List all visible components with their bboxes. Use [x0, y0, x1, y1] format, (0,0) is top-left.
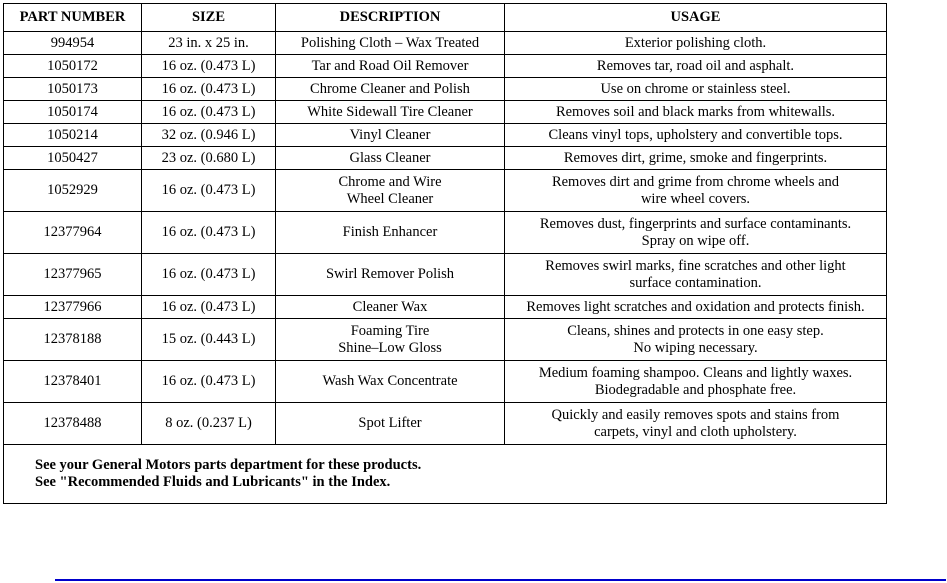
- part-number-cell: 1050214: [4, 124, 142, 147]
- table-body: [4, 32, 887, 445]
- size-cell: 16 oz. (0.473 L): [142, 101, 276, 124]
- footer-note-parts-department: See your General Motors parts department for these products.: [35, 456, 422, 473]
- part-number-cell: 12377964: [4, 212, 142, 254]
- table-row: [4, 78, 887, 101]
- part-number-cell: 1050427: [4, 147, 142, 170]
- header-part-number: PART NUMBER: [4, 4, 142, 32]
- description-cell: Vinyl Cleaner: [276, 124, 505, 147]
- table-row: [4, 124, 887, 147]
- usage-cell: Medium foaming shampoo. Cleans and lightly waxes. Biodegradable and phosphate free.: [505, 361, 887, 403]
- table-row: [4, 361, 887, 403]
- size-cell: 15 oz. (0.443 L): [142, 319, 276, 361]
- part-number-cell: 1050172: [4, 55, 142, 78]
- usage-cell: Removes soil and black marks from whitewalls.: [505, 101, 887, 124]
- size-cell: 16 oz. (0.473 L): [142, 254, 276, 296]
- usage-cell: Removes swirl marks, fine scratches and other light surface contamination.: [505, 254, 887, 296]
- footer-note-fluids-reference: See "Recommended Fluids and Lubricants" in the Index.: [35, 473, 391, 490]
- size-cell: 16 oz. (0.473 L): [142, 361, 276, 403]
- usage-cell: Removes light scratches and oxidation and protects finish.: [505, 296, 887, 319]
- header-size: SIZE: [142, 4, 276, 32]
- size-cell: 16 oz. (0.473 L): [142, 212, 276, 254]
- table-footer-row: [4, 445, 887, 504]
- part-number-cell: 12378401: [4, 361, 142, 403]
- size-cell: 16 oz. (0.473 L): [142, 78, 276, 101]
- parts-table-container: [3, 3, 886, 504]
- table-row: [4, 403, 887, 445]
- description-cell: Swirl Remover Polish: [276, 254, 505, 296]
- table-row: [4, 170, 887, 212]
- description-cell: White Sidewall Tire Cleaner: [276, 101, 505, 124]
- part-number-cell: 1050173: [4, 78, 142, 101]
- part-number-cell: 12378188: [4, 319, 142, 361]
- table-header-row: [4, 4, 887, 32]
- table-row: [4, 147, 887, 170]
- size-cell: 16 oz. (0.473 L): [142, 55, 276, 78]
- part-number-cell: 12377966: [4, 296, 142, 319]
- footer-notes: [4, 445, 887, 504]
- description-cell: Foaming Tire Shine–Low Gloss: [276, 319, 505, 361]
- size-cell: 8 oz. (0.237 L): [142, 403, 276, 445]
- part-number-cell: 1052929: [4, 170, 142, 212]
- description-cell: Tar and Road Oil Remover: [276, 55, 505, 78]
- description-cell: Finish Enhancer: [276, 212, 505, 254]
- table-row: [4, 296, 887, 319]
- usage-cell: Exterior polishing cloth.: [505, 32, 887, 55]
- description-cell: Polishing Cloth – Wax Treated: [276, 32, 505, 55]
- description-cell: Wash Wax Concentrate: [276, 361, 505, 403]
- table-row: [4, 55, 887, 78]
- size-cell: 23 oz. (0.680 L): [142, 147, 276, 170]
- description-cell: Chrome and Wire Wheel Cleaner: [276, 170, 505, 212]
- table-row: [4, 254, 887, 296]
- appearance-care-parts-table: [3, 3, 887, 504]
- description-cell: Chrome Cleaner and Polish: [276, 78, 505, 101]
- size-cell: 16 oz. (0.473 L): [142, 170, 276, 212]
- usage-cell: Removes dirt, grime, smoke and fingerprints.: [505, 147, 887, 170]
- usage-cell: Cleans, shines and protects in one easy step. No wiping necessary.: [505, 319, 887, 361]
- part-number-cell: 994954: [4, 32, 142, 55]
- usage-cell: Removes tar, road oil and asphalt.: [505, 55, 887, 78]
- usage-cell: Use on chrome or stainless steel.: [505, 78, 887, 101]
- table-row: [4, 319, 887, 361]
- header-usage: USAGE: [505, 4, 887, 32]
- usage-cell: Cleans vinyl tops, upholstery and convertible tops.: [505, 124, 887, 147]
- table-row: [4, 212, 887, 254]
- usage-cell: Removes dirt and grime from chrome wheels and wire wheel covers.: [505, 170, 887, 212]
- part-number-cell: 12377965: [4, 254, 142, 296]
- description-cell: Cleaner Wax: [276, 296, 505, 319]
- part-number-cell: 12378488: [4, 403, 142, 445]
- table-row: [4, 101, 887, 124]
- table-row: [4, 32, 887, 55]
- description-cell: Spot Lifter: [276, 403, 505, 445]
- bottom-rule: [55, 579, 946, 581]
- usage-cell: Removes dust, fingerprints and surface contaminants. Spray on wipe off.: [505, 212, 887, 254]
- size-cell: 32 oz. (0.946 L): [142, 124, 276, 147]
- description-cell: Glass Cleaner: [276, 147, 505, 170]
- size-cell: 23 in. x 25 in.: [142, 32, 276, 55]
- size-cell: 16 oz. (0.473 L): [142, 296, 276, 319]
- part-number-cell: 1050174: [4, 101, 142, 124]
- usage-cell: Quickly and easily removes spots and stains from carpets, vinyl and cloth upholstery.: [505, 403, 887, 445]
- header-description: DESCRIPTION: [276, 4, 505, 32]
